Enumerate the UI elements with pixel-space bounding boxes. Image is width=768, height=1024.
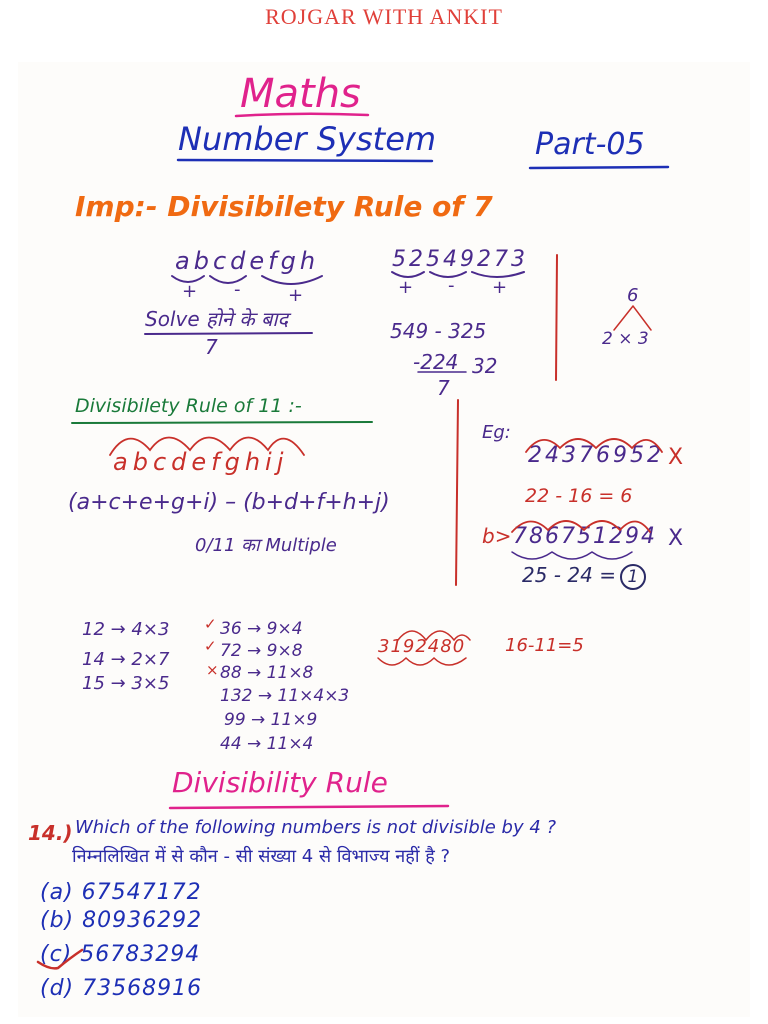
example-b-number: 786751294 bbox=[513, 524, 657, 549]
subject-title: Maths bbox=[240, 71, 361, 117]
rule7-letters: abcdefgh bbox=[175, 247, 320, 275]
rule7-sign-1: + bbox=[182, 281, 198, 302]
question-number: 14.) bbox=[28, 821, 73, 845]
example-b-calc bbox=[522, 564, 646, 590]
rule7-step2-b: 32 bbox=[472, 354, 498, 378]
rule7-step1: 549 - 325 bbox=[390, 319, 487, 343]
extra-number: 3192480 bbox=[378, 636, 466, 657]
example-b-label: b> bbox=[482, 524, 512, 548]
rule11-heading: Divisibilety Rule of 11 :- bbox=[75, 395, 302, 417]
solve-note: Solve होने के बाद bbox=[145, 307, 289, 331]
rule11-expression: (a+c+e+g+i) – (b+d+f+h+j) bbox=[68, 490, 390, 515]
question-text-en: Which of the following numbers is not divisible by 4 ? bbox=[75, 817, 557, 838]
rule7-sign-2: - bbox=[234, 279, 241, 300]
rule11-note: 0/11 का Multiple bbox=[195, 535, 337, 556]
example-a-cross-mark: X bbox=[668, 445, 684, 470]
factor-left-item: 12 → 4×3 bbox=[82, 619, 170, 640]
rule7-sign-3: + bbox=[288, 285, 304, 306]
rule7-example-sign-1: + bbox=[398, 277, 414, 298]
option-d[interactable]: (d) 73568916 bbox=[40, 976, 203, 1001]
factor-right-item: 99 → 11×9 bbox=[224, 710, 318, 730]
part-label: Part-05 bbox=[535, 127, 645, 162]
rule7-step2-a: -224 bbox=[413, 350, 459, 374]
factor-left-item: 14 → 2×7 bbox=[82, 649, 170, 670]
extra-calc: 16-11=5 bbox=[505, 635, 584, 656]
tree-root: 6 bbox=[627, 285, 639, 306]
topic-title: Number System bbox=[178, 120, 437, 158]
factor-right-item: 88 → 11×8 bbox=[220, 663, 314, 683]
cross-mark: × bbox=[206, 661, 219, 679]
example-b-cross-mark: X bbox=[668, 526, 684, 551]
check-mark: ✓ bbox=[204, 615, 217, 633]
tree-factors: 2 × 3 bbox=[602, 329, 649, 349]
solve-result: 7 bbox=[205, 335, 218, 359]
factor-right-item: 44 → 11×4 bbox=[220, 734, 314, 754]
check-mark: ✓ bbox=[204, 637, 217, 655]
rule7-step2-result: 7 bbox=[437, 376, 450, 400]
example-b-result: 1 bbox=[620, 564, 646, 590]
section-title: Divisibility Rule bbox=[172, 766, 388, 799]
rule7-example-sign-3: + bbox=[492, 277, 508, 298]
factor-left-item: 15 → 3×5 bbox=[82, 673, 170, 694]
example-a-calc: 22 - 16 = 6 bbox=[525, 485, 633, 507]
example-b-calc-text: 25 - 24 = bbox=[522, 563, 616, 587]
option-b[interactable]: (b) 80936292 bbox=[40, 908, 203, 933]
watermark: ROJGAR WITH ANKIT bbox=[265, 4, 503, 29]
factor-right-item: 36 → 9×4 bbox=[220, 619, 303, 639]
factor-right-item: 72 → 9×8 bbox=[220, 641, 303, 661]
factor-right-item: 132 → 11×4×3 bbox=[220, 686, 350, 706]
rule7-heading: Imp:- Divisibilety Rule of 7 bbox=[75, 190, 493, 223]
rule7-example-number: 52549273 bbox=[392, 247, 528, 272]
example-a-number: 24376952 bbox=[528, 443, 664, 468]
rule11-letters: abcdefghij bbox=[113, 448, 289, 476]
question-text-hi: निम्नलिखित में से कौन - सी संख्या 4 से विभाज्य नहीं है ? bbox=[72, 846, 451, 867]
rule7-example-sign-2: - bbox=[448, 275, 455, 296]
example-label: Eg: bbox=[482, 422, 511, 443]
option-c[interactable]: (c) 56783294 bbox=[40, 942, 201, 967]
option-a[interactable]: (a) 67547172 bbox=[40, 880, 202, 905]
